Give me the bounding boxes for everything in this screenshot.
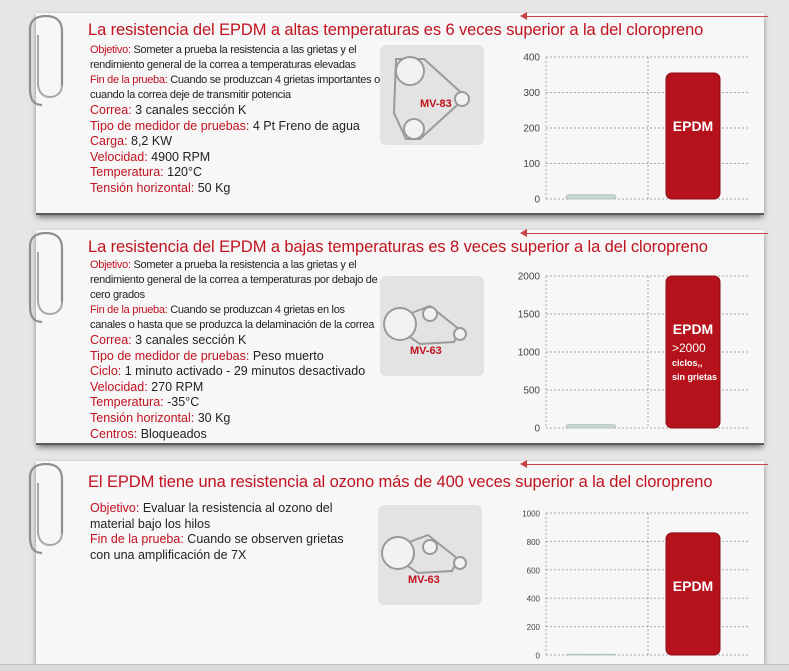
desc-line-centers: Centros: Bloqueados: [90, 426, 207, 441]
desc-line-cycle: Ciclo: 1 minuto activado - 29 minutos desactivado: [90, 364, 366, 379]
bar-note-epdm: >2000: [672, 341, 706, 355]
y-tick-label: 2000: [517, 271, 540, 283]
bar-epdm: [666, 533, 720, 655]
desc-line-load: Carga: 8,2 KW: [90, 134, 172, 149]
desc-line-objective: Objetivo: Someter a prueba la resistencia a las grietas y el rendimiento general de la correa a temperaturas elevadas: [90, 44, 357, 71]
y-tick-label: 300: [523, 88, 540, 99]
chart-svg: [506, 47, 756, 207]
chart-svg: [506, 503, 756, 663]
y-tick-label: 1500: [517, 309, 540, 321]
y-tick-label: 200: [526, 623, 540, 633]
desc-line-objective: Objetivo: Evaluar la resistencia al ozono del material bajo los hilos: [90, 501, 333, 531]
desc-line-belt: Correa: 3 canales sección K: [90, 333, 247, 347]
bar-chart-ozone: [506, 503, 756, 668]
desc-line-end: Fin de la prueba: Cuando se produzcan 4 grietas en los canales o hasta que se produzca la delaminación de la correa: [90, 304, 375, 331]
y-tick-label: 500: [523, 385, 540, 397]
y-tick-label: 1000: [517, 347, 540, 359]
arrow-left-icon: [520, 12, 527, 20]
bar-label-cr: CR: [580, 409, 602, 425]
test-panel-ozone: [36, 460, 764, 664]
bar-chart-high-temp: [506, 47, 756, 212]
bar-note-epdm: sin grietas: [672, 372, 718, 382]
panel-edge: [36, 443, 764, 445]
section-title: La resistencia del EPDM a altas temperaturas es 6 veces superior a la del cloropreno: [88, 21, 704, 39]
bottom-toolbar-strip: [0, 664, 789, 671]
desc-line-speed: Velocidad: 4900 RPM: [90, 149, 211, 164]
y-tick-label: 800: [526, 537, 540, 547]
bar-chart-low-temp: [506, 266, 756, 441]
desc-line-end: Fin de la prueba: Cuando se observen grietas con una amplificación de 7X: [90, 532, 344, 562]
bar-label-epdm: EPDM: [672, 117, 714, 134]
test-description: [90, 43, 380, 197]
diagram-label: MV-83: [420, 98, 452, 110]
bar-epdm: [666, 73, 720, 199]
diagram-label: MV-63: [408, 574, 440, 586]
arrow-left-icon: [520, 460, 527, 468]
section-title: El EPDM tiene una resistencia al ozono más de 400 veces superior a la del cloropreno: [88, 473, 713, 491]
arrow-line: [522, 464, 768, 465]
test-panel-low-temp: [36, 229, 764, 444]
y-tick-label: 1000: [522, 509, 540, 519]
bar-cr: [566, 425, 616, 428]
arrow-left-icon: [520, 229, 527, 237]
desc-line-belt: Correa: 3 canales sección K: [90, 103, 247, 117]
desc-line-temperature: Temperatura: 120°C: [90, 165, 203, 180]
desc-line-speed: Velocidad: 270 RPM: [90, 379, 204, 394]
pulley-diagram: [380, 45, 484, 145]
y-tick-label: 0: [535, 651, 540, 661]
test-panel-high-temp: [36, 12, 764, 214]
y-tick-label: 600: [526, 566, 540, 576]
bar-label-epdm: EPDM: [672, 577, 714, 594]
paperclip-icon: [28, 463, 74, 555]
bar-label-cr: CR: [580, 636, 602, 652]
arrow-line: [522, 233, 768, 234]
y-tick-label: 400: [523, 52, 540, 64]
y-tick-label: 100: [523, 159, 540, 170]
paperclip-icon: [28, 15, 74, 107]
pulley-diagram: [378, 505, 482, 605]
bar-cr: [566, 654, 616, 655]
desc-line-tester: Tipo de medidor de pruebas: Peso muerto: [90, 348, 324, 363]
bar-label-cr: CR: [580, 180, 602, 196]
desc-line-end: Fin de la prueba: Cuando se produzcan 4 grietas importantes o cuando la correa deje de transmitir potencia: [90, 74, 380, 101]
test-description: [90, 258, 380, 442]
desc-line-temperature: Temperatura: -35°C: [90, 395, 200, 410]
desc-line-tension: Tensión horizontal: 50 Kg: [90, 180, 231, 195]
desc-line-tension: Tensión horizontal: 30 Kg: [90, 410, 231, 425]
y-tick-label: 400: [526, 594, 540, 604]
desc-line-objective: Objetivo: Someter a prueba la resistencia a las grietas y el rendimiento general de la correa a temperaturas por debajo de cero grados: [90, 259, 378, 301]
bar-note-epdm: ciclos,,: [672, 358, 703, 368]
diagram-label: MV-63: [410, 345, 442, 357]
y-tick-label: 0: [534, 194, 540, 206]
pulley-diagram: [380, 276, 484, 376]
y-tick-label: 200: [523, 123, 540, 135]
panel-edge: [36, 213, 764, 215]
bar-label-epdm: EPDM: [672, 321, 714, 337]
paperclip-icon: [28, 232, 74, 324]
test-description: [90, 501, 360, 563]
arrow-line: [522, 16, 768, 17]
desc-line-tester: Tipo de medidor de pruebas: 4 Pt Freno de agua: [90, 118, 360, 133]
y-tick-label: 0: [534, 423, 540, 435]
chart-svg: [506, 266, 756, 436]
section-title: La resistencia del EPDM a bajas temperaturas es 8 veces superior a la del cloropreno: [88, 238, 708, 256]
